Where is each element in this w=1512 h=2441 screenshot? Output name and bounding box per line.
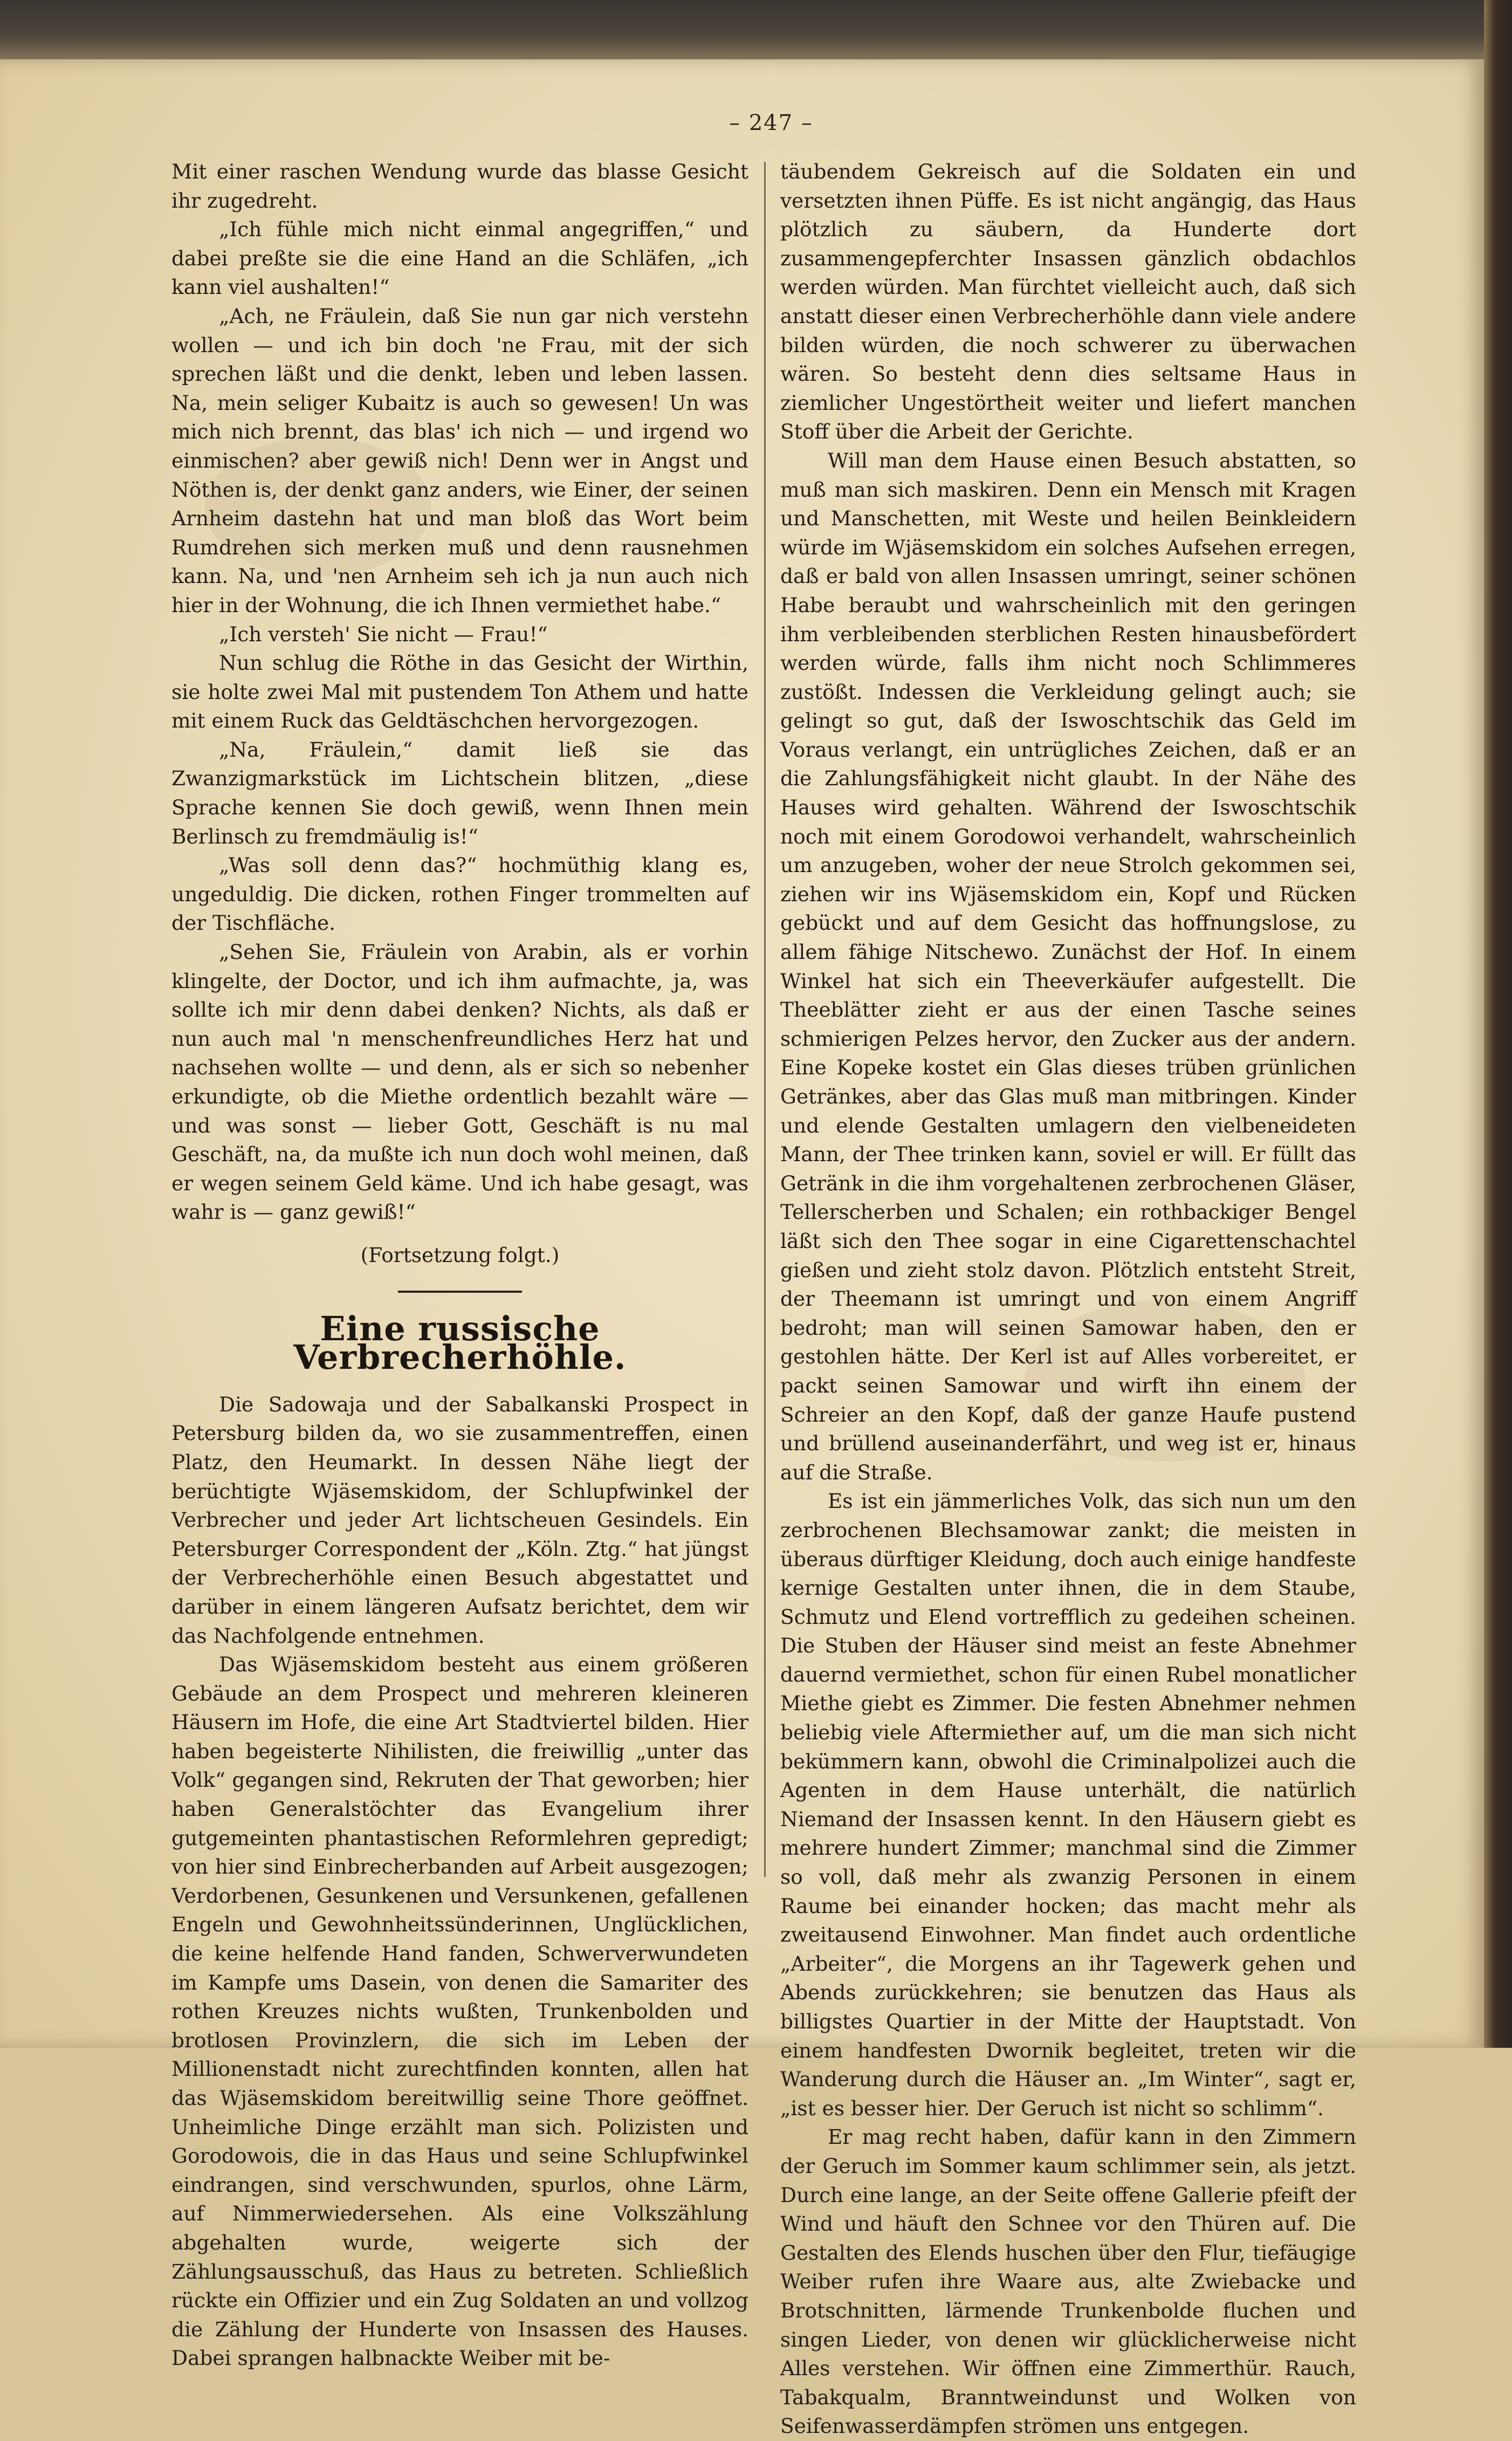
paragraph: „Ich fühle mich nicht einmal angegriffen,“ und dabei preßte sie die eine Hand an die Schläfen, „ich kann viel aushalten!“ [171, 217, 748, 299]
paragraph: Es ist ein jämmerliches Volk, das sich nun um den zerbrochenen Blechsamowar zankt; die meisten in überaus dürftiger Kleidung, doch auch einige handfeste kernige Gestalten unter ihnen, die in dem Staube, Schmutz und Elend vortrefflich zu gedeihen scheinen. Die Stuben der Häuser sind meist an feste Abnehmer dauernd vermiethet, schon für einen Rubel monatlicher Miethe giebt es Zimmer. Die festen Abnehmer nehmen beliebig viele Aftermiether auf, um die man sich nicht bekümmern kann, obwohl die Criminalpolizei auch die Agenten in dem Hause unterhält, die natürlich Niemand der Insassen kennt. In den Häusern giebt es mehrere hundert Zimmer; manchmal sind die Zimmer so voll, daß mehr als zwanzig Personen in einem Raume bei einander hocken; das macht mehr als zweitausend Einwohner. Man findet auch ordentliche „Arbeiter“, die Morgens an ihr Tagewerk gehen und Abends zurückkehren; sie benutzen das Haus als billigstes Quartier in der Mitte der Hauptstadt. Von einem handfesten Dwornik begleitet, treten wir die Wanderung durch die Häuser an. „Im Winter“, sagt er, „ist es besser hier. Der Geruch ist nicht so schlimm“. [780, 1489, 1356, 2120]
paragraph: Die Sadowaja und der Sabalkanski Prospect in Petersburg bilden da, wo sie zusammentreffen, einen Platz, den Heumarkt. In dessen Nähe liegt der berüchtigte Wjäsemskidom, der Schlupfwinkel der Verbrecher und jeder Art lichtscheuen Gesindels. Ein Petersburger Correspondent der „Köln. Ztg.“ hat jüngst der Verbrecherhöhle einen Besuch abgestattet und darüber in einem längeren Aufsatz berichtet, dem wir das Nachfolgende entnehmen. [171, 1392, 748, 1648]
paragraph: Nun schlug die Röthe in das Gesicht der Wirthin, sie holte zwei Mal mit pustendem Ton Athem und hatte mit einem Ruck das Geldtäschchen hervorgezogen. [171, 651, 748, 733]
paragraph: „Na, Fräulein,“ damit ließ sie das Zwanzigmarkstück im Lichtschein blitzen, „diese Sprache kennen Sie doch gewiß, wenn Ihnen mein Berlinsch zu fremdmäulig is!“ [171, 737, 748, 848]
book-spine-edge [1484, 0, 1512, 2048]
right-column [780, 157, 1356, 2441]
paragraph: Will man dem Hause einen Besuch abstatten, so muß man sich maskiren. Denn ein Mensch mit Kragen und Manschetten, mit Weste und heilen Beinkleidern würde im Wjäsemskidom ein solches Aufsehen erregen, daß er bald von allen Insassen umringt, seiner schönen Habe beraubt und wahrscheinlich mit den geringen ihm verbleibenden sterblichen Resten hinausbefördert werden würde, falls ihm nicht noch Schlimmeres zustößt. Indessen die Verkleidung gelingt auch; sie gelingt so gut, daß der Iswoschtschik das Geld im Voraus verlangt, ein untrügliches Zeichen, daß er an die Zahlungsfähigkeit nicht glaubt. In der Nähe des Hauses wird gehalten. Während der Iswoschtschik noch mit einem Gorodowoi verhandelt, wahrscheinlich um anzugeben, woher der neue Strolch gekommen sei, ziehen wir ins Wjäsemskidom ein, Kopf und Rücken gebückt und auf dem Gesicht das hoffnungslose, zu allem fähige Nitschewo. Zunächst der Hof. In einem Winkel hat sich ein Theeverkäufer aufgestellt. Die Theeblätter zieht er aus der einen Tasche seines schmierigen Pelzes hervor, den Zucker aus der andern. Eine Kopeke kostet ein Glas dieses trüben grünlichen Getränkes, aber das Glas muß man mitbringen. Kinder und elende Gestalten umlagern den vielbeneideten Mann, der Thee trinken kann, soviel er will. Er füllt das Getränk in die ihm vorgehaltenen zerbrochenen Gläser, Tellerscherben und Schalen; ein rothbackiger Bengel läßt sich den Thee sogar in eine Cigarettenschachtel gießen und zieht stolz davon. Plötzlich entsteht Streit, der Theemann ist umringt und von einem Angriff bedroht; man will seinen Samowar haben, den er gestohlen hätte. Der Kerl ist auf Alles vorbereitet, er packt seinen Samowar und wirft ihn einem der Schreier an den Kopf, daß der ganze Haufe pustend und brüllend auseinanderfährt, und weg ist er, hinaus auf die Straße. [780, 448, 1356, 1484]
paragraph: Er mag recht haben, dafür kann in den Zimmern der Geruch im Sommer kaum schlimmer sein, als jetzt. Durch eine lange, an der Seite offene Gallerie pfeift der Wind und häuft den Schnee vor den Thüren auf. Die Gestalten des Elends huschen über den Flur, tiefäugige Weiber rufen ihre Waare aus, alte Zwiebacke und Brotschnitten, lärmende Trunkenbolde fluchen und singen Lieder, von denen wir glücklicherweise nicht Alles verstehen. Wir öffnen eine Zimmerthür. Rauch, Tabakqualm, Branntweindunst und Wolken von Seifenwasserdämpfen strömen uns entgegen. [780, 2125, 1356, 2438]
paragraph: Mit einer raschen Wendung wurde das blasse Gesicht ihr zugedreht. [171, 160, 748, 212]
article-title: Eine russische Verbrecherhöhle. [293, 1308, 627, 1377]
paragraph: täubendem Gekreisch auf die Soldaten ein und versetzten ihnen Püffe. Es ist nicht angängig, das Haus plötzlich zu säubern, da Hunderte dort zusammengepferchter Insassen gänzlich obdachlos werden würden. Man fürchtet vielleicht auch, daß sich anstatt dieser einen Verbrecherhöhle dann viele andere bilden würden, die noch schwerer zu überwachen wären. So besteht denn dies seltsame Haus in ziemlicher Ungestörtheit weiter und liefert manchen Stoff über die Arbeit der Gerichte. [780, 160, 1356, 444]
paragraph: „Sehen Sie, Fräulein von Arabin, als er vorhin klingelte, der Doctor, und ich ihm aufmachte, ja, was sollte ich mir denn dabei denken? Nichts, als daß er nun auch mal 'n menschenfreundliches Herz hat und nachsehen wollte — und denn, als er sich so nebenher erkundigte, ob die Miethe ordentlich bezahlt wäre — und was sonst — lieber Gott, Geschäft is nu mal Geschäft, na, da mußte ich nun doch wohl meinen, daß er wegen seinem Geld käme. Und ich habe gesagt, was wahr is — ganz gewiß!“ [171, 940, 748, 1224]
section-rule [398, 1291, 522, 1293]
paragraph: „Ich versteh' Sie nicht — Frau!“ [219, 622, 548, 646]
page-number: – 247 – [729, 111, 813, 135]
book-top-edge [0, 0, 1512, 64]
left-column [171, 157, 748, 2373]
paragraph: Das Wjäsemskidom besteht aus einem größeren Gebäude an dem Prospect und mehreren kleineren Häusern im Hofe, die eine Art Stadtviertel bilden. Hier haben begeisterte Nihilisten, die freiwillig „unter das Volk“ gegangen sind, Rekruten der That geworben; hier haben Generalstöchter das Evangelium ihrer gutgemeinten phantastischen Reformlehren gepredigt; von hier sind Einbrecherbanden auf Arbeit ausgezogen; Verdorbenen, Gesunkenen und Versunkenen, gefallenen Engeln und Gewohnheitssünderinnen, Unglücklichen, die keine helfende Hand fanden, Schwerverwundeten im Kampfe ums Dasein, von denen die Samariter des rothen Kreuzes nichts wußten, Trunkenbolden und brotlosen Provinzlern, die sich im Leben der Millionenstadt nicht zurechtfinden konnten, allen hat das Wjäsemskidom bereitwillig seine Thore geöffnet. Unheimliche Dinge erzählt man sich. Polizisten und Gorodowois, die in das Haus und seine Schlupfwinkel eindrangen, sind verschwunden, spurlos, ohne Lärm, auf Nimmerwiedersehen. Als eine Volkszählung abgehalten wurde, weigerte sich der Zählungsausschuß, das Haus zu betreten. Schließlich rückte ein Offizier und ein Zug Soldaten an und vollzog die Zählung der Hunderte von Insassen des Hauses. Dabei sprangen halbnackte Weiber mit be- [171, 1653, 748, 2370]
column-divider [764, 162, 766, 1877]
continuation-note: (Fortsetzung folgt.) [360, 1243, 560, 1267]
paragraph: „Ach, ne Fräulein, daß Sie nun gar nich verstehn wollen — und ich bin doch 'ne Frau, mit der sich sprechen läßt und die denkt, leben und leben lassen. Na, mein seliger Kubaitz is auch so gewesen! Un was mich nich brennt, das blas' ich nich — und irgend wo einmischen? aber gewiß nich! Denn wer in Angst und Nöthen is, der denkt ganz anders, wie Einer, der seinen Arnheim dastehn hat und man bloß das Wort beim Rumdrehen sich merken muß und denn rausnehmen kann. Na, und 'nen Arnheim seh ich ja nun auch nich hier in der Wohnung, die ich Ihnen vermiethet habe.“ [171, 304, 748, 617]
paragraph: „Was soll denn das?“ hochmüthig klang es, ungeduldig. Die dicken, rothen Finger trommelten auf der Tischfläche. [171, 853, 748, 935]
